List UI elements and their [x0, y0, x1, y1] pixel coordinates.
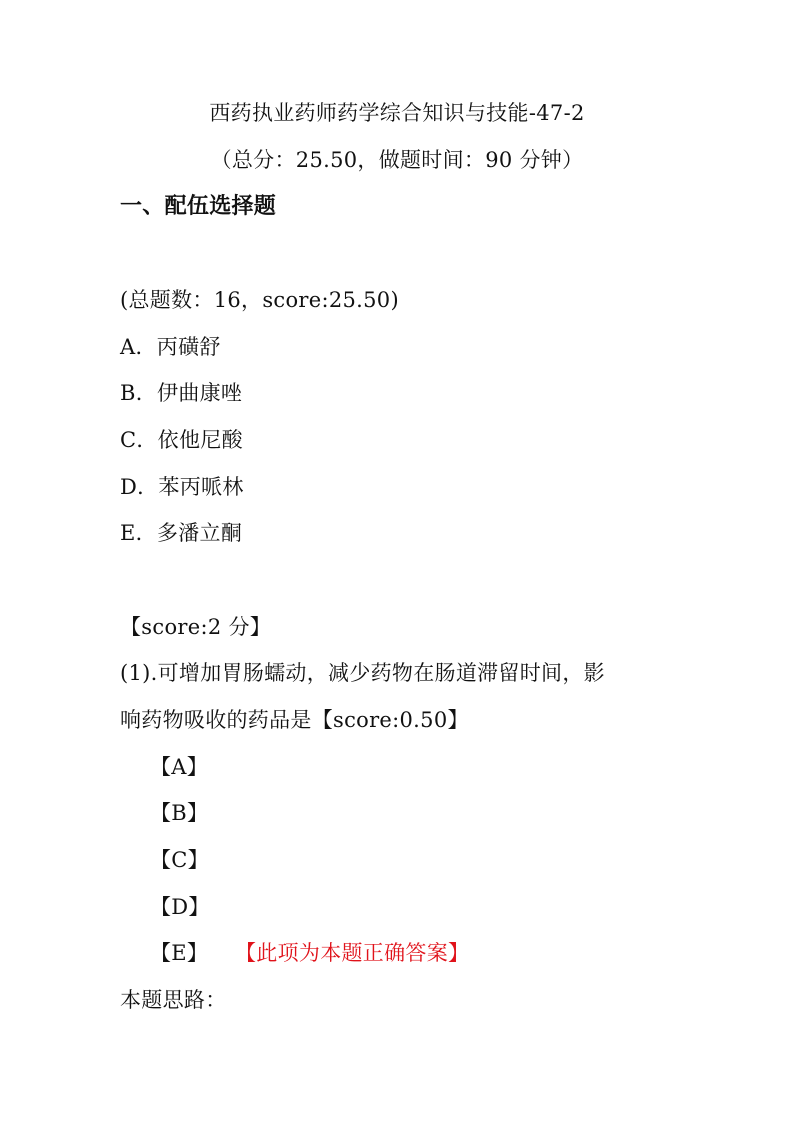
option-b: B．伊曲康唑	[120, 381, 243, 405]
correct-answer-note: 【此项为本题正确答案】	[235, 941, 470, 965]
choice-a: 【A】	[150, 755, 209, 779]
analysis-label: 本题思路：	[120, 988, 227, 1012]
document-title: 西药执业药师药学综合知识与技能-47-2	[209, 101, 585, 125]
option-d: D．苯丙哌林	[120, 475, 244, 499]
question-text-line1: (1).可增加胃肠蠕动，减少药物在肠道滞留时间，影	[120, 661, 605, 685]
question-group-score: 【score:2 分】	[120, 615, 272, 639]
document-subtitle: （总分：25.50，做题时间：90 分钟）	[210, 148, 584, 172]
option-e: E．多潘立酮	[120, 521, 243, 545]
question-text-line2: 响药物吸收的药品是【score:0.50】	[120, 708, 469, 732]
section-heading: 一、配伍选择题	[120, 194, 277, 219]
option-a: A．丙磺舒	[120, 335, 221, 359]
choice-c: 【C】	[150, 848, 209, 872]
option-c: C．依他尼酸	[120, 428, 243, 452]
choice-b: 【B】	[150, 801, 209, 825]
choice-e-row	[150, 938, 670, 968]
choice-d: 【D】	[150, 895, 210, 919]
section-summary: (总题数：16，score:25.50)	[120, 288, 399, 312]
choice-e: 【E】	[150, 941, 209, 965]
